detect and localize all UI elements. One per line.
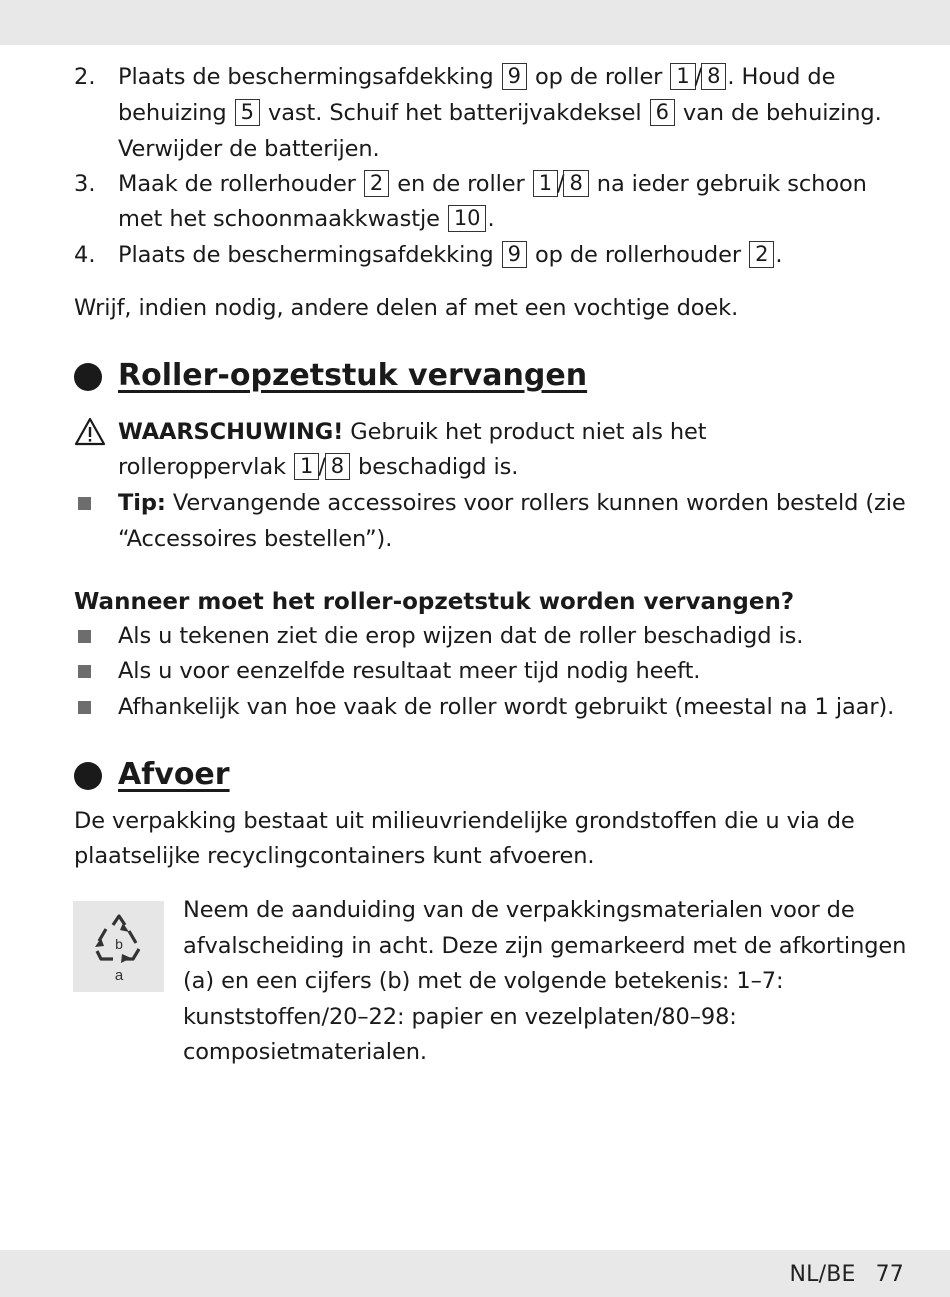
- part-ref-box: 1: [294, 453, 319, 480]
- header-band: [0, 0, 950, 45]
- recycle-text-line-5: composietmaterialen.: [183, 1039, 427, 1065]
- part-ref-box: 8: [563, 170, 588, 197]
- tip-line-1: [118, 486, 906, 521]
- replace-bullet-1: Als u tekenen ziet die erop wijzen dat de roller beschadigd is.: [118, 623, 804, 649]
- recycle-text-line-4: kunststoffen/20–22: papier en vezelplaten/80–98:: [183, 1004, 737, 1030]
- part-ref-box: 9: [502, 241, 527, 268]
- warning-label: WAARSCHUWING!: [118, 419, 344, 445]
- recycle-text-line-2: afvalscheiding in acht. Deze zijn gemarkeerd met de afkortingen: [183, 933, 907, 959]
- part-ref-box: 10: [448, 205, 487, 232]
- square-bullet-icon: [78, 630, 91, 643]
- recycle-label-a: a: [114, 967, 124, 984]
- section-bullet-icon: [74, 363, 102, 391]
- page-footer: [789, 1262, 904, 1287]
- text: .: [775, 242, 783, 268]
- step-number: 4.: [74, 242, 96, 268]
- section-bullet-icon: [74, 762, 102, 790]
- section-heading-replace: Roller-opzetstuk vervangen: [118, 358, 588, 393]
- text: na ieder gebruik schoon: [589, 171, 867, 197]
- step-number: 3.: [74, 171, 96, 197]
- part-ref-box: 8: [701, 63, 726, 90]
- text: rolleroppervlak: [118, 454, 293, 480]
- step-3-line-1: [118, 167, 867, 202]
- tip-line-2: “Accessoires bestellen”).: [118, 526, 393, 552]
- part-ref-box: 5: [235, 99, 260, 126]
- square-bullet-icon: [78, 497, 91, 510]
- part-ref-box: 2: [749, 241, 774, 268]
- text: Plaats de beschermingsafdekking: [118, 242, 501, 268]
- tip-text: Vervangende accessoires voor rollers kunnen worden besteld (zie: [165, 490, 906, 516]
- part-ref-box: 8: [325, 453, 350, 480]
- text: vast. Schuif het batterijvakdeksel: [260, 100, 649, 126]
- warning-line-1: [118, 415, 707, 450]
- text: . Houd de: [727, 64, 836, 90]
- slash: /: [318, 454, 326, 480]
- step-2-line-2: [118, 96, 882, 131]
- disposal-intro-line-1: De verpakking bestaat uit milieuvriendelijke grondstoffen die u via de: [74, 808, 855, 834]
- footer-locale: NL/BE: [789, 1262, 856, 1287]
- wipe-note: Wrijf, indien nodig, andere delen af met een vochtige doek.: [74, 295, 739, 321]
- recycle-arrows-icon: [73, 901, 164, 992]
- warning-triangle-icon: [74, 417, 106, 447]
- recycling-symbol-icon: [73, 901, 164, 992]
- replace-bullet-3: Afhankelijk van hoe vaak de roller wordt gebruikt (meestal na 1 jaar).: [118, 694, 895, 720]
- step-number: 2.: [74, 64, 96, 90]
- step-2-line-3: Verwijder de batterijen.: [118, 136, 380, 162]
- section-heading-disposal: Afvoer: [118, 757, 230, 792]
- warning-line-2: [118, 450, 518, 485]
- text: op de rollerhouder: [527, 242, 749, 268]
- recycle-text-line-1: Neem de aanduiding van de verpakkingsmaterialen voor de: [183, 897, 855, 923]
- replace-bullet-2: Als u voor eenzelfde resultaat meer tijd nodig heeft.: [118, 658, 701, 684]
- text: behuizing: [118, 100, 234, 126]
- slash: /: [556, 171, 565, 197]
- step-2-line-1: [118, 60, 835, 95]
- text: Plaats de beschermingsafdekking: [118, 64, 501, 90]
- text: en de roller: [390, 171, 532, 197]
- text: op de roller: [527, 64, 670, 90]
- tip-label: Tip:: [118, 490, 166, 516]
- square-bullet-icon: [78, 701, 91, 714]
- text: .: [487, 206, 495, 232]
- part-ref-box: 9: [502, 63, 527, 90]
- square-bullet-icon: [78, 665, 91, 678]
- part-ref-box: 2: [364, 170, 389, 197]
- replace-subheading: Wanneer moet het roller-opzetstuk worden vervangen?: [74, 589, 795, 615]
- part-ref-box: 1: [670, 63, 695, 90]
- text: beschadigd is.: [351, 454, 519, 480]
- part-ref-box: 1: [533, 170, 558, 197]
- recycle-label-b: b: [115, 936, 123, 952]
- text: met het schoonmaakkwastje: [118, 206, 447, 232]
- step-3-line-2: [118, 202, 495, 237]
- text: van de behuizing.: [675, 100, 882, 126]
- page-number: 77: [875, 1262, 904, 1287]
- step-4-line-1: [118, 238, 782, 273]
- slash: /: [694, 64, 703, 90]
- warning-text: Gebruik het product niet als het: [343, 419, 707, 445]
- text: Maak de rollerhouder: [118, 171, 363, 197]
- part-ref-box: 6: [650, 99, 675, 126]
- recycle-text-line-3: (a) en een cijfers (b) met de volgende betekenis: 1–7:: [183, 968, 784, 994]
- disposal-intro-line-2: plaatselijke recyclingcontainers kunt afvoeren.: [74, 843, 595, 869]
